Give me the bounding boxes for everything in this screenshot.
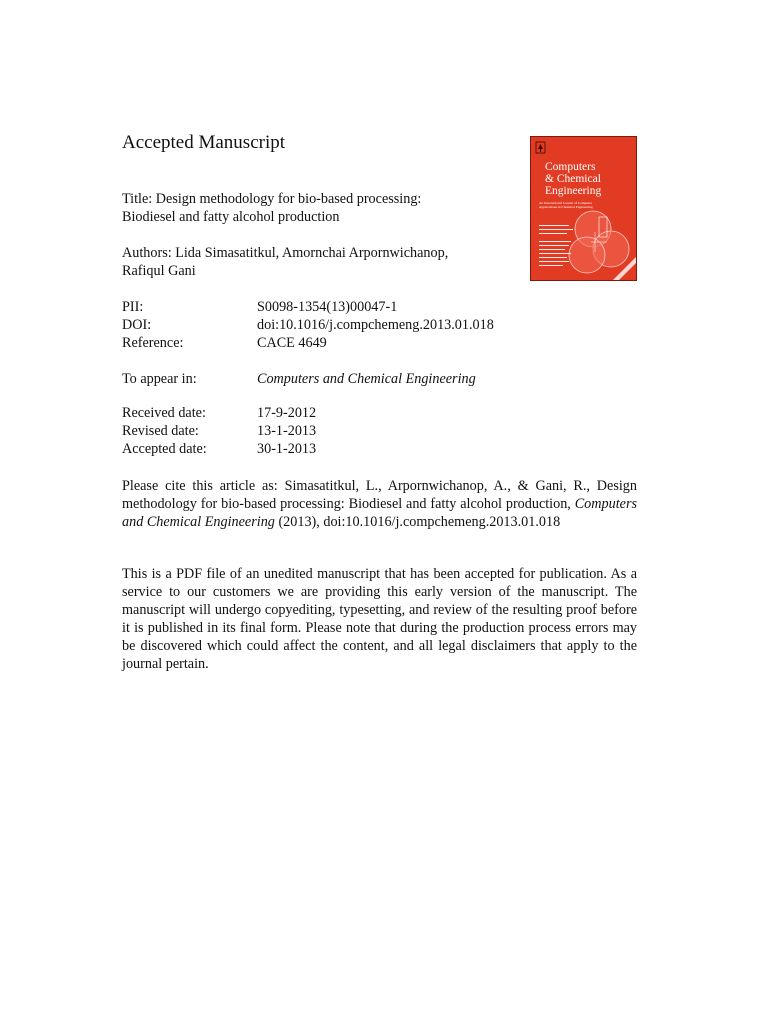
appear-in-block — [122, 370, 476, 388]
accepted-label: Accepted date: — [122, 441, 207, 457]
appear-label: To appear in: — [122, 371, 197, 387]
title-line: Biodiesel and fatty alcohol production — [122, 209, 340, 225]
cover-title-line: Engineering — [545, 185, 602, 197]
accepted-row — [122, 440, 316, 458]
authors-line: Authors: Lida Simasatitkul, Amornchai Arpornwichanop, — [122, 245, 449, 261]
dates-block — [122, 404, 316, 458]
doi-value: doi:10.1016/j.compchemeng.2013.01.018 — [257, 317, 494, 333]
pii-row — [122, 298, 494, 316]
reference-row — [122, 334, 494, 352]
journal-cover-image — [530, 136, 637, 281]
citation-paragraph — [122, 477, 637, 531]
cover-title-line: Computers — [545, 161, 596, 173]
identifiers-block — [122, 298, 494, 352]
revised-value: 13-1-2013 — [257, 423, 317, 439]
reference-label: Reference: — [122, 335, 184, 351]
appear-row — [122, 370, 476, 388]
citation-text: Please cite this article as: Simasatitkul, L., Arpornwichanop, A., & Gani, R., Design methodology for bio-based processing: Biodiesel and fatty alcohol production, — [122, 478, 637, 512]
accepted-value: 30-1-2013 — [257, 441, 317, 457]
pii-label: PII: — [122, 299, 144, 315]
authors-line: Rafiqul Gani — [122, 263, 196, 279]
article-authors — [122, 244, 502, 280]
journal-name: Computers and Chemical Engineering — [257, 371, 476, 387]
cover-subtitle: An International Journal of Computer Applications in Chemical Engineering — [539, 201, 593, 209]
revised-label: Revised date: — [122, 423, 199, 439]
cover-artwork — [531, 137, 637, 281]
citation-doi: (2013), doi:10.1016/j.compchemeng.2013.01.018 — [274, 514, 561, 530]
received-row — [122, 404, 316, 422]
pii-value: S0098-1354(13)00047-1 — [257, 299, 398, 315]
doi-row — [122, 316, 494, 334]
revised-row — [122, 422, 316, 440]
received-label: Received date: — [122, 405, 206, 421]
received-value: 17-9-2012 — [257, 405, 317, 421]
cover-title — [545, 161, 635, 197]
reference-value: CACE 4649 — [257, 335, 327, 351]
page-heading: Accepted Manuscript — [122, 132, 286, 153]
title-line: Title: Design methodology for bio-based processing: — [122, 191, 422, 207]
citation-journal: Computers and Chemical Engineering — [122, 496, 637, 530]
cover-title-line: & Chemical — [545, 173, 601, 185]
doi-label: DOI: — [122, 317, 152, 333]
disclaimer-paragraph: This is a PDF file of an unedited manuscript that has been accepted for publication. As a service to our customers we are providing this early version of the manuscript. The manuscript will undergo copyediting, typesetting, and review of the resulting proof before it is published in its final form. Please note that during the production process errors may be discovered which could affect the content, and all legal disclaimers that apply to the journal pertain. — [122, 566, 637, 672]
article-title — [122, 190, 502, 226]
